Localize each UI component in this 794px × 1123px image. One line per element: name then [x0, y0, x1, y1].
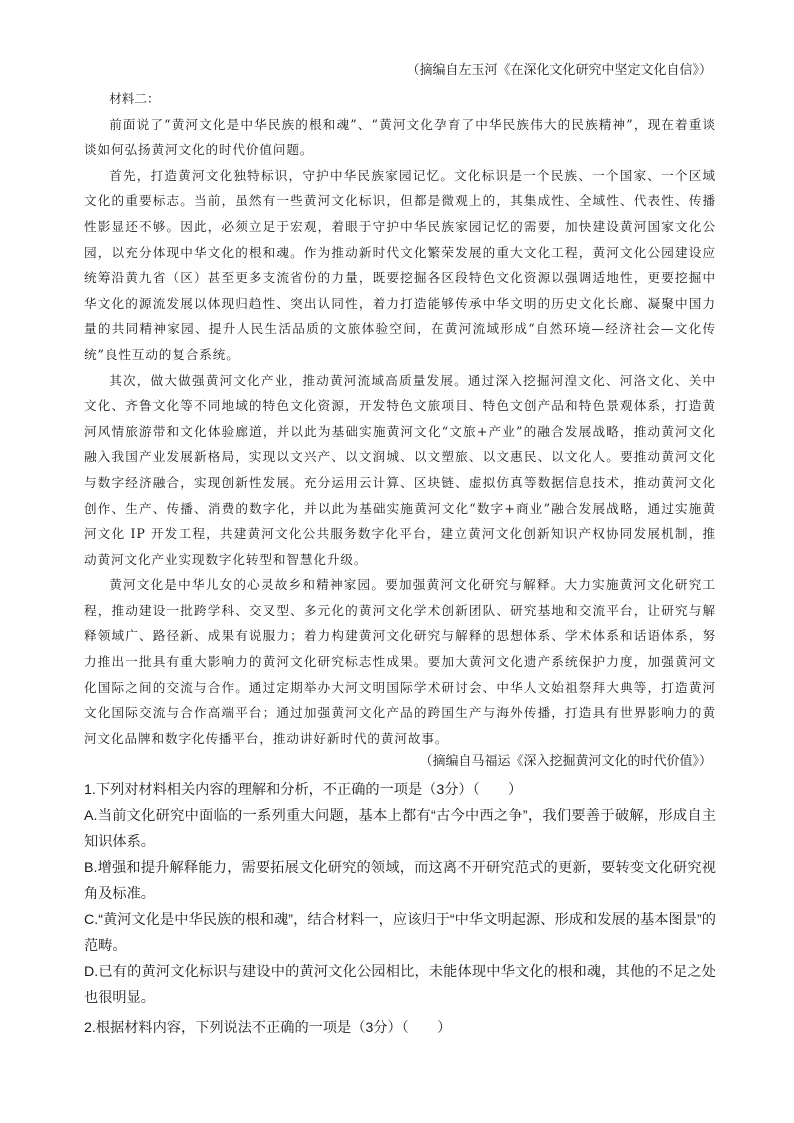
question-1-option-a: A.当前文化研究中面临的一系列重大问题，基本上都有“古今中西之争”，我们要善于破解，形成自主知识体系。 — [84, 808, 716, 851]
passage-paragraph: 前面说了“黄河文化是中华民族的根和魂”、“黄河文化孕育了中华民族伟大的民族精神”，现在着重谈谈如何弘扬黄河文化的时代价值问题。 — [84, 116, 716, 158]
source-citation-top: （摘编自左玉河《在深化文化研究中坚定文化自信》） — [406, 63, 712, 78]
question-2-stem: 2.根据材料内容，下列说法不正确的一项是（3分）（ ） — [84, 1020, 452, 1037]
passage-paragraph: 其次，做大做强黄河文化产业，推动黄河流域高质量发展。通过深入挖掘河湟文化、河洛文化、关中文化、齐鲁文化等不同地域的特色文化资源，开发特色文旅项目、特色文创产品和特色景观体系，打造黄河风情旅游带和文化体验廊道，并以此为基础实施黄河文化“文旅+产业”的融合发展战略，推动黄河文化融入我国产业发展新格局，实现以文兴产、以文润城、以文塑旅、以文惠民、以文化人。要推动黄河文化与数字经济融合，实现创新性发展。充分运用云计算、区块链、虚拟仿真等数据信息技术，推动黄河文化创作、生产、传播、消费的数字化，并以此为基础实施黄河文化“数字+商业”融合发展战略，通过实施黄河文化 IP 开发工程，共建黄河文化公共服务数字化平台，建立黄河文化创新知识产权协同发展机制，推动黄河文化产业实现数字化转型和智慧化升级。 — [84, 372, 716, 567]
question-1-stem: 1.下列对材料相关内容的理解和分析，不正确的一项是（3分）（ ） — [84, 782, 523, 799]
question-1-option-d: D.已有的黄河文化标识与建设中的黄河文化公园相比，未能体现中华文化的根和魂，其他的不足之处也很明显。 — [84, 964, 716, 1007]
question-1-option-c: C.“黄河文化是中华民族的根和魂”，结合材料一，应该归于“中华文明起源、形成和发展的基本图景”的范畴。 — [84, 912, 716, 955]
question-1-option-b: B.增强和提升解释能力，需要拓展文化研究的领域，而这离不开研究范式的更新，要转变文化研究视角及标准。 — [84, 860, 716, 903]
passage-paragraph: 首先，打造黄河文化独特标识，守护中华民族家园记忆。文化标识是一个民族、一个国家、一个区域文化的重要标志。当前，虽然有一些黄河文化标识，但都是微观上的，其集成性、全域性、代表性、传播性影显还不够。因此，必须立足于宏观，着眼于守护中华民族家园记忆的需要，加快建设黄河国家文化公园，以充分体现中华文化的根和魂。作为推动新时代文化繁荣发展的重大文化工程，黄河文化公园建设应统筹沿黄九省（区）甚至更多支流省份的力量，既要挖掘各区段特色文化资源以强调适地性，更要挖掘中华文化的源流发展以体现归趋性、突出认同性，着力打造能够传承中华文明的历史文化长廊、凝聚中国力量的共同精神家园、提升人民生活品质的文旅体验空间，在黄河流域形成“自然环境—经济社会—文化传统”良性互动的复合系统。 — [84, 167, 716, 362]
source-citation-bottom: （摘编自马福运《深入挖掘黄河文化的时代价值》） — [419, 754, 712, 770]
passage-paragraph: 黄河文化是中华儿女的心灵故乡和精神家园。要加强黄河文化研究与解释。大力实施黄河文化研究工程，推动建设一批跨学科、交叉型、多元化的黄河文化学术创新团队、研究基地和交流平台，让研究与解释领域广、路径新、成果有说服力；着力构建黄河文化研究与解释的思想体系、学术体系和话语体系，努力推出一批具有重大影响力的黄河文化研究标志性成果。要加大黄河文化遗产系统保护力度，加强黄河文化国际之间的交流与合作。通过定期举办大河文明国际学术研讨会、中华人文始祖祭拜大典等，打造黄河文化国际交流与合作高端平台；通过加强黄河文化产品的跨国生产与海外传播，打造具有世界影响力的黄河文化品牌和数字化传播平台，推动讲好新时代的黄河故事。 — [84, 577, 716, 746]
document-page — [84, 60, 716, 1041]
material-two-label: 材料二： — [109, 91, 160, 106]
